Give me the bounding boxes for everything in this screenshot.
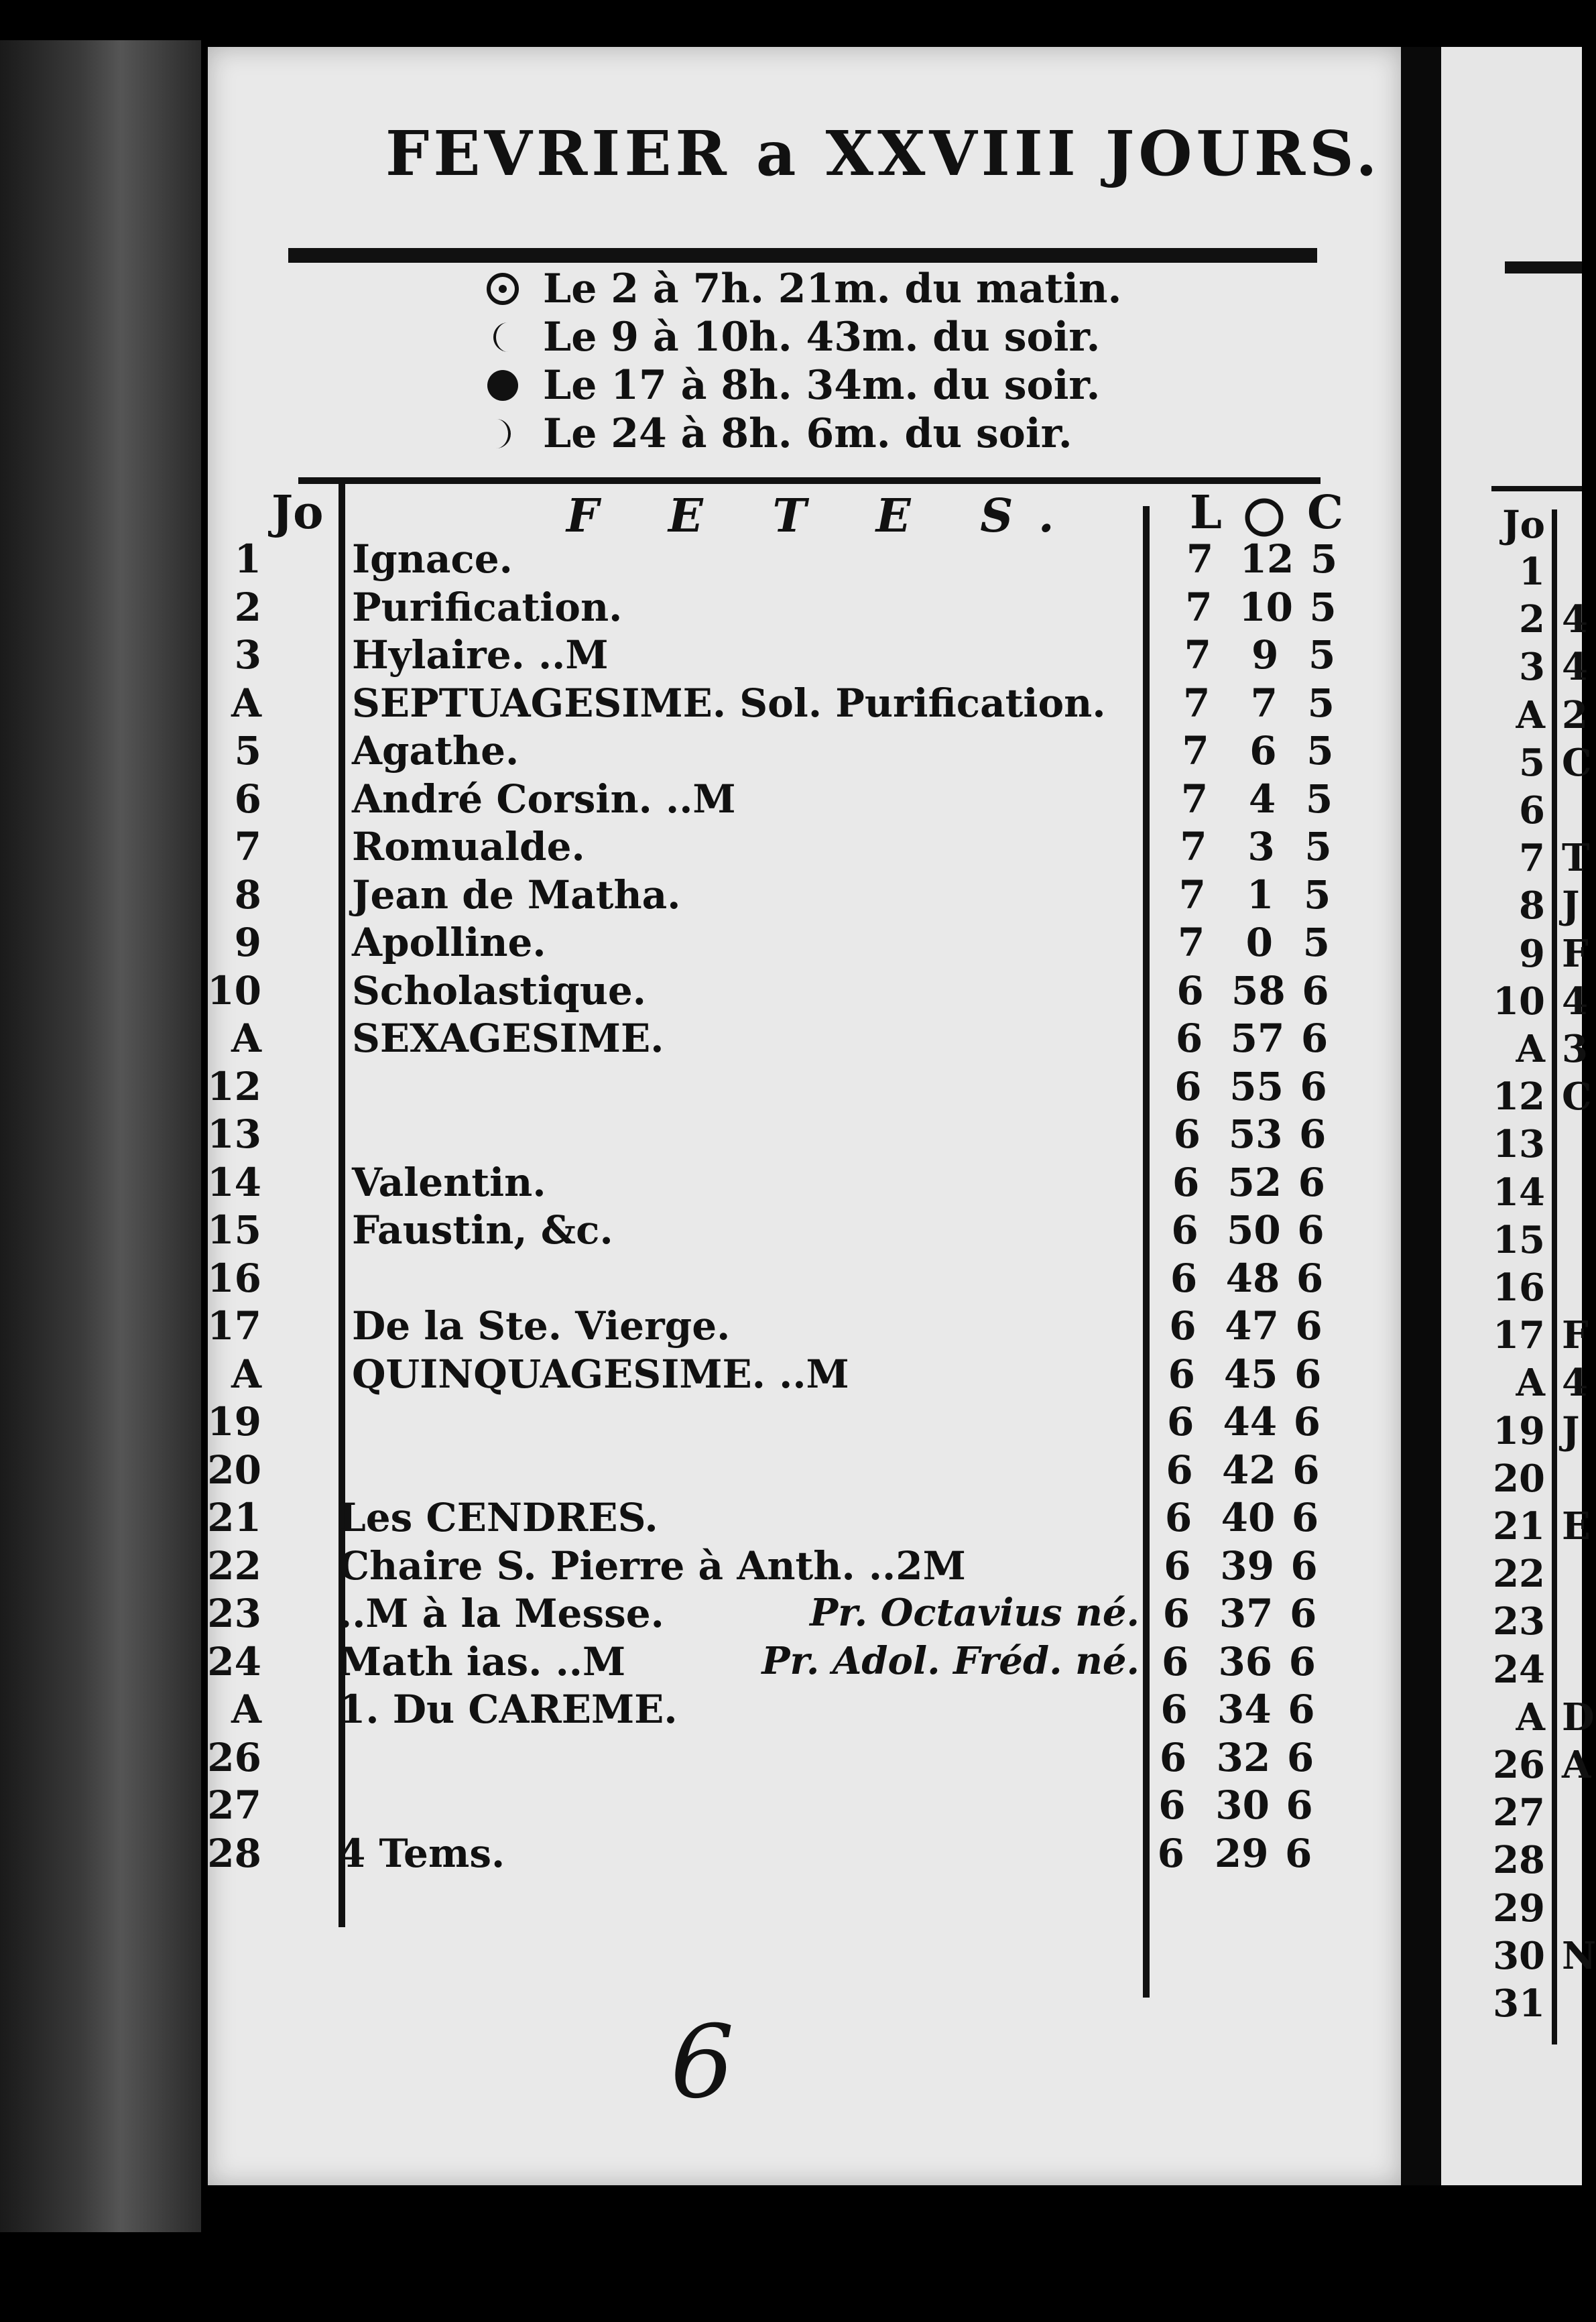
feast-name: Scholastique.	[352, 967, 646, 1014]
c-value: 6	[1295, 1303, 1323, 1349]
calendar-row	[0, 1063, 1327, 1111]
calendar-row	[0, 1542, 1318, 1591]
moon-phase-line	[483, 410, 1121, 458]
calendar-row	[0, 728, 1334, 776]
c-column-header: C	[1307, 486, 1344, 540]
c-value: 6	[1299, 1111, 1327, 1157]
moon-phases	[483, 265, 1121, 458]
calendar-row	[0, 1111, 1327, 1159]
moon-minutes-value: 7	[1250, 680, 1278, 726]
feast-name: Ignace.	[352, 536, 513, 582]
day-column-header: Jo	[271, 486, 324, 540]
next-page-day: 28	[1493, 1838, 1545, 1883]
c-value: 5	[1304, 824, 1332, 869]
moon-phase-line	[483, 265, 1121, 313]
l-value: 6	[1175, 1016, 1203, 1061]
day-number: 5	[234, 728, 261, 774]
next-page-fragment: 4	[1562, 597, 1588, 642]
next-page-day: 14	[1493, 1170, 1545, 1215]
c-value: 6	[1291, 1495, 1319, 1540]
next-page-day: 16	[1493, 1266, 1545, 1310]
day-number: 7	[234, 824, 261, 869]
last-quarter-icon	[483, 320, 523, 355]
l-value: 6	[1172, 1159, 1200, 1205]
moon-phase-text: Le 24 à 8h. 6m. du soir.	[543, 410, 1072, 457]
next-page-fragment: J	[1562, 1408, 1580, 1453]
moon-minutes-value: 45	[1223, 1351, 1278, 1397]
moon-minutes-value: 6	[1249, 728, 1277, 774]
next-page-day-header: Jo	[1502, 503, 1545, 547]
day-number: 8	[234, 871, 261, 918]
moon-minutes-value: 57	[1230, 1016, 1285, 1061]
calendar-row	[0, 1159, 1325, 1207]
calendar-row	[0, 1734, 1314, 1782]
next-page-column-rule	[1552, 509, 1557, 2044]
l-value: 6	[1158, 1782, 1186, 1828]
birth-note: Pr. Adol. Fréd. né.	[761, 1638, 1140, 1683]
moon-minutes-value: 52	[1227, 1159, 1282, 1205]
moon-minutes-value: 34	[1217, 1687, 1272, 1732]
next-page-day: 2	[1519, 597, 1545, 642]
l-value: 6	[1157, 1830, 1184, 1876]
calendar-row	[0, 1255, 1324, 1303]
l-column-header: L	[1190, 486, 1222, 540]
feast-name: SEXAGESIME.	[352, 1016, 664, 1061]
moon-minutes-value: 0	[1245, 920, 1273, 965]
l-value: 6	[1159, 1734, 1187, 1780]
feast-name: Les CENDRES.	[339, 1495, 658, 1540]
next-page-day: 3	[1519, 645, 1545, 690]
calendar-row	[0, 1447, 1320, 1495]
feast-name: ..M à la Messe.	[339, 1591, 664, 1636]
feast-name: Hylaire. ..M	[352, 632, 609, 678]
l-value: 6	[1160, 1687, 1188, 1732]
day-number: 26	[207, 1734, 261, 1780]
note-cell	[724, 1591, 1140, 1638]
moon-minutes-value: 29	[1214, 1830, 1269, 1876]
day-number: 27	[207, 1782, 261, 1828]
note-cell	[724, 1639, 1140, 1687]
calendar-row	[0, 776, 1333, 824]
moon-minutes-value: 40	[1221, 1495, 1276, 1540]
title-rule	[288, 248, 1317, 263]
moon-minutes-value: 39	[1220, 1542, 1274, 1589]
day-number: 15	[207, 1207, 261, 1253]
l-value: 6	[1174, 1063, 1202, 1109]
c-value: 6	[1300, 1063, 1327, 1109]
feast-name: André Corsin. ..M	[352, 776, 736, 822]
day-number: 22	[207, 1542, 261, 1589]
moon-minutes-value: 37	[1219, 1591, 1274, 1636]
l-value: 7	[1182, 728, 1209, 774]
day-number: 21	[207, 1495, 261, 1540]
feast-name: Apolline.	[352, 920, 546, 965]
moon-phase-text: Le 2 à 7h. 21m. du matin.	[543, 265, 1122, 312]
calendar-row	[0, 536, 1338, 584]
next-page-fragment: T	[1562, 836, 1590, 881]
l-value: 6	[1162, 1638, 1189, 1685]
calendar-row	[0, 1687, 1315, 1734]
next-page-header-rule	[1491, 486, 1582, 491]
c-value: 5	[1306, 728, 1334, 774]
day-number: 3	[234, 632, 261, 678]
next-page-fragment: C	[1562, 740, 1592, 785]
feast-name: Romualde.	[352, 824, 585, 869]
next-page-day: A	[1516, 1027, 1545, 1071]
moon-minutes-value: 42	[1222, 1447, 1276, 1493]
c-value: 5	[1305, 776, 1333, 822]
day-number: 13	[207, 1111, 261, 1157]
next-page-day: 6	[1519, 788, 1545, 833]
c-value: 6	[1290, 1591, 1317, 1636]
c-value: 5	[1309, 584, 1337, 630]
l-value: 7	[1186, 536, 1214, 582]
l-value: 6	[1169, 1303, 1196, 1349]
c-value: 5	[1310, 536, 1338, 582]
c-value: 6	[1296, 1255, 1324, 1301]
next-page-day: 1	[1519, 550, 1545, 594]
calendar-row	[0, 871, 1331, 920]
day-number: 17	[207, 1303, 261, 1349]
next-page-fragment: C	[1562, 1075, 1592, 1119]
c-value: 6	[1294, 1351, 1322, 1397]
calendar-row	[0, 967, 1329, 1016]
c-value: 6	[1290, 1542, 1318, 1589]
feast-name: De la Ste. Vierge.	[352, 1303, 731, 1349]
l-value: 7	[1185, 584, 1213, 630]
next-page-day: A	[1516, 1361, 1545, 1406]
next-page-day: A	[1516, 692, 1545, 737]
l-value: 6	[1171, 1207, 1199, 1253]
next-page-day: 15	[1493, 1217, 1545, 1262]
calendar-row	[0, 920, 1330, 967]
next-page-day: 17	[1493, 1313, 1545, 1358]
moon-minutes-value: 53	[1228, 1111, 1283, 1157]
c-value: 6	[1293, 1399, 1321, 1445]
first-quarter-icon	[483, 416, 523, 451]
day-number: 23	[207, 1591, 261, 1636]
page-number: 6	[670, 2004, 735, 2121]
next-page-day: 24	[1493, 1647, 1545, 1692]
moon-minutes-value: 55	[1229, 1063, 1284, 1109]
l-value: 6	[1166, 1447, 1193, 1493]
calendar-row	[0, 1638, 1316, 1687]
l-value: 6	[1164, 1495, 1192, 1540]
c-value: 6	[1286, 1734, 1314, 1780]
c-value: 6	[1298, 1159, 1325, 1205]
moon-minutes-value: 48	[1225, 1255, 1280, 1301]
c-value: 6	[1285, 1830, 1312, 1876]
next-page-day: 7	[1519, 836, 1545, 881]
page-title: FEVRIER a XXVIII JOURS.	[385, 117, 1382, 190]
day-number: 16	[207, 1255, 261, 1301]
next-page-fragment: 3	[1562, 1027, 1588, 1071]
next-page-day: 26	[1493, 1743, 1545, 1787]
feast-name: Purification.	[352, 584, 623, 630]
moon-minutes-value: 32	[1216, 1734, 1271, 1780]
moon-minutes-value: 47	[1225, 1303, 1279, 1349]
feast-name: Valentin.	[352, 1159, 546, 1205]
next-page-day: 19	[1493, 1408, 1545, 1453]
l-value: 7	[1184, 632, 1211, 678]
next-page-day: 29	[1493, 1886, 1545, 1931]
day-number: 14	[207, 1159, 261, 1205]
header-rule	[298, 477, 1321, 484]
moon-minutes-value: 9	[1251, 632, 1279, 678]
moon-phase-text: Le 9 à 10h. 43m. du soir.	[543, 314, 1101, 361]
calendar-row	[0, 632, 1336, 680]
moon-minutes-value: 4	[1248, 776, 1276, 822]
calendar-row	[0, 584, 1337, 632]
feast-name: 4 Tems.	[339, 1830, 505, 1876]
calendar-row	[0, 1207, 1325, 1255]
next-page-fragment: E	[1562, 1504, 1591, 1548]
calendar-row	[0, 1351, 1322, 1399]
c-value: 5	[1302, 920, 1330, 965]
feast-name: Chaire S. Pierre à Anth. ..2M	[339, 1542, 966, 1589]
day-number: 9	[234, 920, 261, 965]
l-value: 6	[1176, 967, 1204, 1014]
moon-minutes-value: 44	[1223, 1399, 1278, 1445]
next-page-day: A	[1516, 1695, 1545, 1739]
day-number: 20	[207, 1447, 261, 1493]
c-value: 5	[1308, 632, 1336, 678]
c-value: 6	[1300, 1016, 1329, 1061]
c-value: 5	[1307, 680, 1335, 726]
l-value: 6	[1168, 1351, 1195, 1397]
calendar-row	[0, 680, 1335, 728]
moon-minutes-value: 30	[1215, 1782, 1270, 1828]
l-value: 6	[1170, 1255, 1198, 1301]
next-page-fragment: 4	[1562, 979, 1588, 1024]
next-page-fragment: 4	[1562, 1361, 1588, 1406]
next-page-day: 21	[1493, 1504, 1545, 1548]
day-number: A	[231, 1351, 261, 1397]
day-number: 6	[234, 776, 261, 822]
feast-name: QUINQUAGESIME. ..M	[352, 1351, 849, 1397]
c-value: 6	[1297, 1207, 1325, 1253]
l-value: 6	[1162, 1591, 1190, 1636]
l-value: 7	[1178, 871, 1206, 918]
moon-minutes-value: 58	[1231, 967, 1286, 1014]
next-page-day: 22	[1493, 1552, 1545, 1597]
next-page-day: 8	[1519, 883, 1545, 928]
next-page-fragment: F	[1562, 1313, 1589, 1358]
next-page-fragment: F	[1562, 931, 1589, 976]
next-page-day: 5	[1519, 740, 1545, 785]
calendar-row	[0, 1591, 1317, 1638]
day-number: 12	[207, 1063, 261, 1109]
moon-minutes-value: 1	[1247, 871, 1274, 918]
l-value: 7	[1180, 776, 1209, 822]
moon-phase-text: Le 17 à 8h. 34m. du soir.	[543, 362, 1101, 409]
c-value: 6	[1288, 1638, 1316, 1685]
full-moon-icon	[483, 271, 523, 306]
l-value: 7	[1180, 824, 1207, 869]
feast-name: 1. Du CAREME.	[339, 1687, 678, 1732]
next-page-title-rule	[1505, 261, 1582, 273]
moon-minutes-value: 50	[1227, 1207, 1281, 1253]
c-value: 6	[1288, 1687, 1315, 1732]
next-page-day: 30	[1493, 1933, 1545, 1978]
c-value: 6	[1286, 1782, 1313, 1828]
c-value: 6	[1302, 967, 1329, 1014]
next-page-day: 9	[1519, 931, 1545, 976]
next-page-fragment: N	[1562, 1933, 1596, 1978]
calendar-row	[0, 824, 1332, 871]
next-page-day: 20	[1493, 1456, 1545, 1501]
feast-name: Jean de Matha.	[352, 871, 681, 918]
next-page-day: 12	[1493, 1075, 1545, 1119]
day-number: 24	[207, 1638, 261, 1685]
page-gutter	[1401, 47, 1441, 2185]
l-value: 7	[1178, 920, 1205, 965]
feasts-column-header: F E T E S.	[566, 489, 1081, 543]
next-page-fragment: 4	[1562, 645, 1588, 690]
feast-name: Agathe.	[352, 728, 519, 774]
new-moon-icon	[483, 368, 523, 403]
moon-minutes-value: 12	[1239, 536, 1294, 582]
next-page-fragment: J	[1562, 883, 1580, 928]
feast-name: Faustin, &c.	[352, 1207, 613, 1253]
next-page-day: 10	[1493, 979, 1545, 1024]
calendar-row	[0, 1399, 1321, 1447]
next-page-fragment: D	[1562, 1695, 1595, 1739]
day-number: A	[231, 1687, 261, 1732]
calendar-row	[0, 1830, 1312, 1878]
calendar-row	[0, 1495, 1319, 1542]
day-number: 19	[207, 1399, 261, 1445]
l-value: 7	[1183, 680, 1211, 726]
moon-minutes-value: 3	[1247, 824, 1275, 869]
feast-name: SEPTUAGESIME. Sol. Purification.	[352, 680, 1106, 726]
l-value: 6	[1173, 1111, 1201, 1157]
moon-minutes-value: 36	[1218, 1638, 1273, 1685]
calendar-row	[0, 1016, 1329, 1063]
day-number: 28	[207, 1830, 261, 1876]
birth-note: Pr. Octavius né.	[810, 1591, 1140, 1635]
moon-phase-line	[483, 313, 1121, 361]
day-number: 1	[234, 536, 261, 582]
next-page-fragment: 2	[1562, 692, 1588, 737]
next-page-day: 31	[1493, 1981, 1545, 2026]
moon-minutes-value: 10	[1239, 584, 1293, 630]
next-page-day: 27	[1493, 1790, 1545, 1835]
moon-phase-line	[483, 361, 1121, 410]
l-value: 6	[1164, 1542, 1191, 1589]
c-value: 5	[1304, 871, 1331, 918]
calendar-row	[0, 1782, 1313, 1830]
feast-name: Math ias. ..M	[339, 1638, 626, 1685]
next-page-day: 23	[1493, 1599, 1545, 1644]
calendar-row	[0, 1303, 1323, 1351]
day-number: A	[231, 680, 261, 726]
day-number: A	[231, 1016, 261, 1061]
next-page-day: 13	[1493, 1122, 1545, 1167]
day-number: 10	[207, 967, 261, 1014]
c-value: 6	[1292, 1447, 1320, 1493]
l-value: 6	[1167, 1399, 1194, 1445]
next-page-fragment: A	[1562, 1743, 1591, 1787]
day-number: 2	[234, 584, 261, 630]
